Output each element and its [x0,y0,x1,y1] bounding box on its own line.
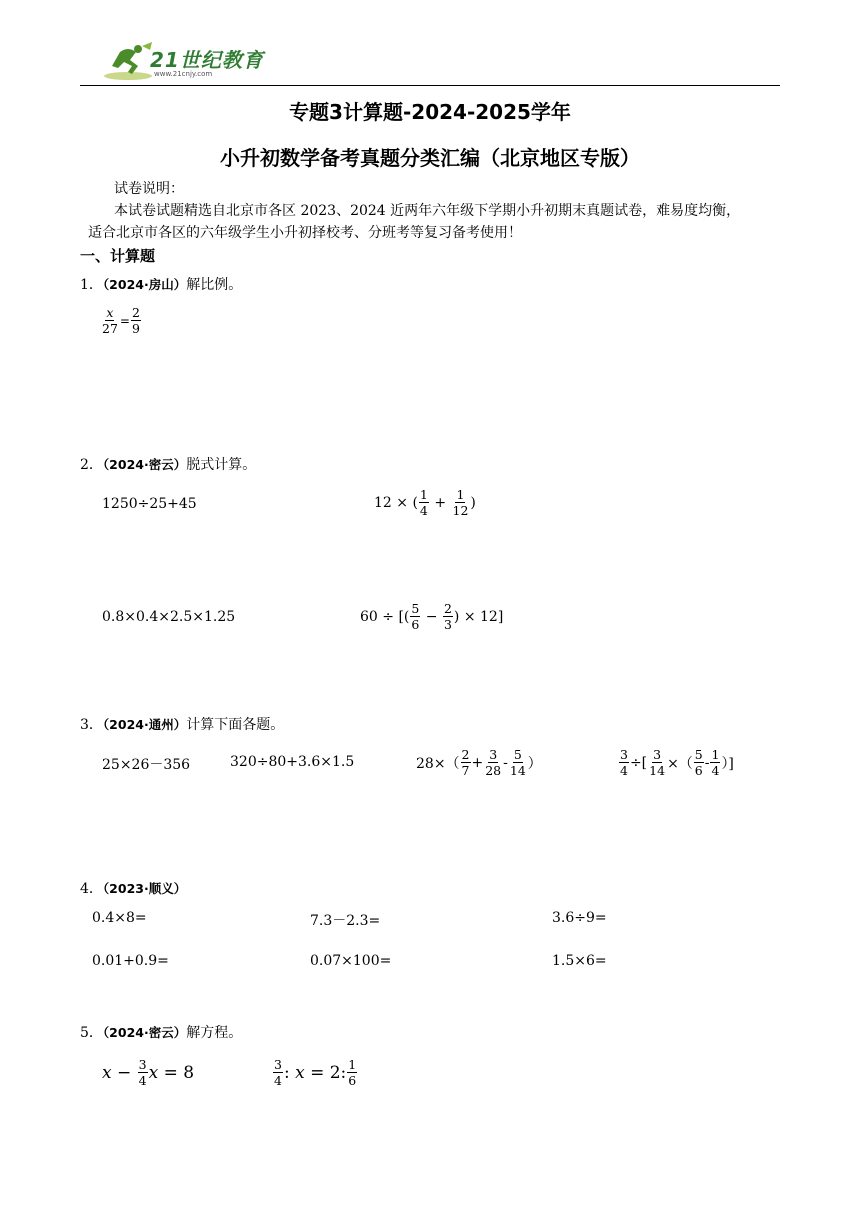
expr-op: : [283,1062,296,1083]
frac-den: 12 [452,503,469,518]
expr-op: ×（ [667,755,693,772]
q4-item: 1.5×6= [552,953,607,969]
frac-num: 5 [694,747,703,762]
frac-num: 3 [489,747,498,762]
expr-op: + [471,754,484,771]
expr-text: 60 ÷ [( [360,608,410,625]
q1-proportion [100,306,142,335]
q5-equation-1 [102,1058,194,1087]
frac-den: 6 [694,763,703,778]
variable: x [295,1062,305,1083]
question-task: 脱式计算。 [186,457,257,473]
frac-den: 9 [131,321,140,336]
frac-num: 2 [443,601,452,616]
q4-item: 0.07×100= [310,953,392,969]
header-rule [80,85,780,86]
question-task: 解比例。 [186,277,243,293]
frac-num: 5 [411,601,420,616]
frac-num: 3 [620,747,628,762]
question-source: （2024·密云） [102,1025,187,1040]
question-task: 解方程。 [186,1025,243,1041]
frac-num: 3 [274,1057,282,1072]
question-2-header [80,454,256,474]
expr-op: − [421,608,442,625]
expr-op: − [111,1062,137,1083]
frac-den: 6 [348,1073,357,1088]
intro-line1: 本试卷试题精选自北京市各区 2023、2024 近两年六年级下学期小升初期末真题试卷，难易度均衡， [114,203,741,219]
question-4-header [80,878,186,898]
frac-den: 4 [274,1073,282,1088]
expr-text: = 2: [304,1062,347,1083]
doc-title-line2: 小升初数学备考真题分类汇编（北京地区专版） [220,146,640,170]
frac-den: 27 [102,321,118,336]
q4-item: 7.3－2.3= [310,913,381,929]
q2-expr-3: 0.8×0.4×2.5×1.25 [102,609,236,625]
q3-expr-3 [416,748,542,777]
question-source: （2023·顺义） [102,881,187,896]
q3-expr-4 [618,748,734,777]
variable: x [148,1062,159,1083]
expr-op: + [429,494,451,511]
frac-num: 1 [711,747,720,762]
frac-num: 2 [461,747,470,762]
question-task: 计算下面各题。 [186,717,285,733]
q5-equation-2 [272,1058,358,1087]
question-1-header [80,274,242,294]
logo-text: 21世纪教育 [150,48,264,72]
intro-line2: 适合北京市各区的六年级学生小升初择校考、分班考等复习备考使用！ [88,225,522,241]
expr-text: ) [470,494,476,511]
frac-num: x [106,305,114,320]
frac-num: 2 [131,305,140,320]
frac-den: 4 [620,763,628,778]
q2-expr-1: 1250÷25+45 [102,496,197,512]
equals-sign: = [119,313,130,328]
expr-text: 12 × ( [374,494,418,511]
frac-num: 5 [513,747,522,762]
frac-num: 1 [419,487,428,502]
frac-den: 4 [711,763,720,778]
q3-expr-2: 320÷80+3.6×1.5 [230,754,355,770]
question-source: （2024·通州） [102,717,187,732]
section-title: 一、计算题 [80,247,156,265]
question-number: 3． [80,717,103,733]
q4-item: 3.6÷9= [552,910,607,926]
question-number: 1． [80,277,103,293]
question-number: 2． [80,457,103,473]
q2-expr-4 [360,602,503,631]
expr-text: ） [527,755,542,772]
expr-text: ) × 12] [453,608,504,625]
frac-den: 3 [443,617,452,632]
intro-label: 试卷说明： [114,181,184,197]
q4-item: 0.4×8= [92,910,147,926]
question-source: （2024·密云） [102,457,187,472]
frac-den: 4 [419,503,428,518]
question-number: 5． [80,1025,103,1041]
q3-expr-1: 25×26－356 [102,757,191,773]
doc-title-line1: 专题3计算题-2024-2025学年 [289,100,571,124]
expr-text: ）] [721,755,734,772]
frac-den: 6 [411,617,420,632]
variable: x [102,1062,112,1083]
expr-op: ÷[ [629,754,648,771]
q4-item: 0.01+0.9= [92,953,169,969]
frac-den: 4 [138,1073,147,1088]
frac-den: 7 [461,763,470,778]
expr-op: - [704,754,710,771]
frac-den: 14 [509,763,526,778]
frac-den: 28 [485,763,502,778]
site-logo [98,40,278,86]
q2-expr-2 [374,488,476,517]
frac-num: 1 [456,487,465,502]
logo-url: www.21cnjy.com [154,70,213,78]
expr-text: 28×（ [416,755,460,772]
question-5-header [80,1022,242,1042]
question-source: （2024·房山） [102,277,187,292]
frac-den: 14 [649,763,666,778]
frac-num: 1 [348,1057,357,1072]
question-number: 4． [80,881,103,897]
frac-num: 3 [138,1057,147,1072]
question-3-header [80,714,284,734]
expr-op: - [503,754,508,771]
expr-text: = 8 [158,1062,195,1083]
frac-num: 3 [653,747,662,762]
